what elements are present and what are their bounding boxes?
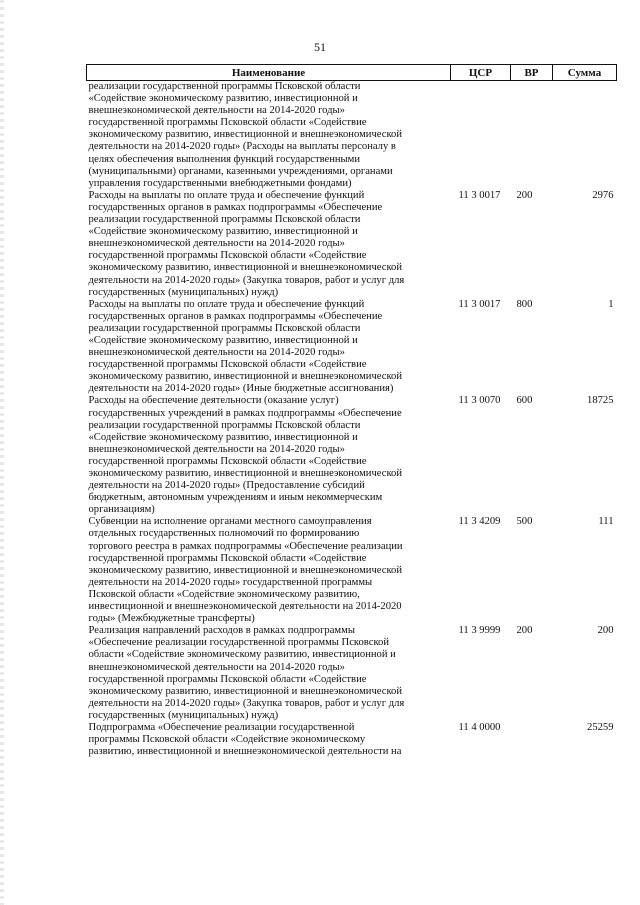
row-name-cell bbox=[87, 516, 451, 625]
row-csr-cell: 11 3 9999 bbox=[458, 625, 501, 637]
row-name-line: «Содействие экономическому развитию, инвестиционной и bbox=[88, 226, 358, 238]
row-name-line: (муниципальными) органами, казенными учреждениями, органами bbox=[88, 165, 393, 177]
row-name-line: внешнеэкономической деятельности на 2014-2020 годы» bbox=[88, 105, 345, 117]
header-sum: Сумма bbox=[553, 65, 617, 81]
row-name-line: торгового реестра в рамках подпрограммы «Обеспечение реализации bbox=[88, 540, 403, 552]
row-vr-cell: 500 bbox=[516, 516, 533, 528]
header-csr: ЦСР bbox=[451, 65, 511, 81]
row-name-line: реализации государственной программы Псковской области bbox=[88, 322, 361, 334]
header-vr: ВР bbox=[511, 65, 553, 81]
row-name-line: деятельности на 2014-2020 годы» (Расходы на выплаты персоналу в bbox=[88, 141, 396, 153]
row-name-line: годы» (Межбюджетные трансферты) bbox=[88, 613, 255, 625]
row-name-line: Реализация направлений расходов в рамках подпрограммы bbox=[88, 625, 355, 637]
row-name-line: государственной программы Псковской области «Содействие bbox=[88, 552, 367, 564]
row-name-line: инвестиционной и внешнеэкономической деятельности на 2014-2020 bbox=[88, 601, 402, 613]
table-row bbox=[87, 81, 617, 190]
row-name-line: государственной программы Псковской области «Содействие bbox=[88, 250, 367, 262]
table-row bbox=[87, 299, 617, 396]
row-name-line: государственной программы Псковской области «Содействие bbox=[88, 117, 367, 129]
row-sum-cell: 2976 bbox=[592, 189, 614, 201]
row-name-line: реализации государственной программы Псковской области bbox=[88, 214, 361, 226]
row-name-line: государственной программы Псковской области «Содействие bbox=[88, 673, 367, 685]
row-name-line: Подпрограмма «Обеспечение реализации государственной bbox=[88, 721, 355, 733]
row-name-line: области «Содействие экономическому развитию, инвестиционной и bbox=[88, 649, 396, 661]
row-name-line: деятельности на 2014-2020 годы» государственной программы bbox=[88, 576, 373, 588]
row-csr-cell bbox=[451, 81, 511, 190]
row-name-cell bbox=[87, 395, 451, 516]
row-name-line: реализации государственной программы Псковской области bbox=[88, 419, 361, 431]
row-sum-cell: 1 bbox=[608, 298, 614, 310]
row-sum-cell: 18725 bbox=[587, 395, 614, 407]
row-csr-cell: 11 4 0000 bbox=[458, 721, 501, 733]
row-name-line: организациям) bbox=[88, 504, 155, 516]
row-name-line: «Содействие экономическому развитию, инвестиционной и bbox=[88, 431, 358, 443]
row-name-line: экономическому развитию, инвестиционной и внешнеэкономической bbox=[88, 129, 403, 141]
row-name-line: Субвенции на исполнение органами местного самоуправления bbox=[88, 516, 372, 528]
row-name-line: экономическому развитию, инвестиционной и внешнеэкономической bbox=[88, 371, 403, 383]
row-name-line: экономическому развитию, инвестиционной и внешнеэкономической bbox=[88, 564, 403, 576]
row-name-line: государственных учреждений в рамках подпрограммы «Обеспечение bbox=[88, 407, 402, 419]
row-vr-cell bbox=[511, 722, 553, 758]
row-csr-cell: 11 3 0017 bbox=[458, 189, 501, 201]
row-name-cell bbox=[87, 81, 451, 190]
row-vr-cell: 800 bbox=[516, 298, 533, 310]
table-row bbox=[87, 625, 617, 722]
row-name-line: Расходы на выплаты по оплате труда и обеспечение функций bbox=[88, 189, 365, 201]
row-name-line: «Обеспечение реализации государственной программы Псковской bbox=[88, 637, 390, 649]
row-sum-cell: 111 bbox=[598, 516, 614, 528]
row-name-line: деятельности на 2014-2020 годы» (Закупка товаров, работ и услуг для bbox=[88, 697, 405, 709]
scan-edge-artifact bbox=[0, 0, 4, 905]
row-name-line: Расходы на выплаты по оплате труда и обеспечение функций bbox=[88, 298, 365, 310]
row-name-line: бюджетным, автономным учреждениям и иным некоммерческим bbox=[88, 492, 383, 504]
row-name-cell bbox=[87, 190, 451, 299]
header-row bbox=[87, 65, 617, 81]
row-vr-cell bbox=[511, 81, 553, 190]
row-name-line: целях обеспечения выполнения функций государственными bbox=[88, 153, 361, 165]
row-name-line: государственных (муниципальных) нужд) bbox=[88, 286, 279, 298]
row-name-line: государственной программы Псковской области «Содействие bbox=[88, 455, 367, 467]
row-name-line: программы Псковской области «Содействие экономическому bbox=[88, 734, 366, 746]
table-header bbox=[87, 65, 617, 81]
row-name-line: деятельности на 2014-2020 годы» (Иные бюджетные ассигнования) bbox=[88, 383, 394, 395]
row-vr-cell: 200 bbox=[516, 625, 533, 637]
row-csr-cell: 11 3 0070 bbox=[458, 395, 501, 407]
row-csr-cell: 11 3 4209 bbox=[458, 516, 501, 528]
row-sum-cell: 200 bbox=[597, 625, 614, 637]
row-sum-cell bbox=[553, 81, 617, 190]
row-name-line: внешнеэкономической деятельности на 2014-2020 годы» bbox=[88, 347, 345, 359]
budget-table bbox=[86, 64, 617, 758]
row-name-line: управления государственными внебюджетными фондами) bbox=[88, 177, 352, 189]
row-name-line: развитию, инвестиционной и внешнеэкономической деятельности на bbox=[88, 746, 402, 758]
table-row bbox=[87, 722, 617, 758]
row-sum-cell: 25259 bbox=[587, 721, 614, 733]
row-name-line: экономическому развитию, инвестиционной и внешнеэкономической bbox=[88, 262, 403, 274]
table-row bbox=[87, 395, 617, 516]
row-name-line: деятельности на 2014-2020 годы» (Закупка товаров, работ и услуг для bbox=[88, 274, 405, 286]
row-name-line: Расходы на обеспечение деятельности (оказание услуг) bbox=[88, 395, 339, 407]
row-name-line: государственных органов в рамках подпрограммы «Обеспечение bbox=[88, 201, 383, 213]
row-csr-cell: 11 3 0017 bbox=[458, 298, 501, 310]
table-row bbox=[87, 190, 617, 299]
row-name-line: внешнеэкономической деятельности на 2014-2020 годы» bbox=[88, 238, 345, 250]
row-name-line: экономическому развитию, инвестиционной и внешнеэкономической bbox=[88, 685, 403, 697]
row-name-line: отдельных государственных полномочий по формированию bbox=[88, 528, 360, 540]
page-number: 51 bbox=[314, 40, 326, 54]
row-name-line: реализации государственной программы Псковской области bbox=[88, 81, 361, 92]
row-vr-cell: 200 bbox=[516, 189, 533, 201]
row-name-line: «Содействие экономическому развитию, инвестиционной и bbox=[88, 93, 358, 105]
row-name-cell bbox=[87, 299, 451, 396]
row-vr-cell: 600 bbox=[516, 395, 533, 407]
row-name-line: «Содействие экономическому развитию, инвестиционной и bbox=[88, 334, 358, 346]
row-name-line: Псковской области «Содействие экономическому развитию, bbox=[88, 588, 360, 600]
row-name-line: государственных органов в рамках подпрограммы «Обеспечение bbox=[88, 310, 383, 322]
row-name-line: государственной программы Псковской области «Содействие bbox=[88, 359, 367, 371]
row-name-line: государственных (муниципальных) нужд) bbox=[88, 709, 279, 721]
row-name-cell bbox=[87, 625, 451, 722]
header-name: Наименование bbox=[87, 65, 451, 81]
table-body bbox=[87, 81, 617, 759]
row-name-line: внешнеэкономической деятельности на 2014-2020 годы» bbox=[88, 443, 345, 455]
row-name-line: внешнеэкономической деятельности на 2014-2020 годы» bbox=[88, 661, 345, 673]
row-name-line: экономическому развитию, инвестиционной и внешнеэкономической bbox=[88, 468, 403, 479]
row-name-line: деятельности на 2014-2020 годы» (Предоставление субсидий bbox=[88, 480, 365, 492]
table-row bbox=[87, 516, 617, 625]
row-name-cell bbox=[87, 722, 451, 758]
